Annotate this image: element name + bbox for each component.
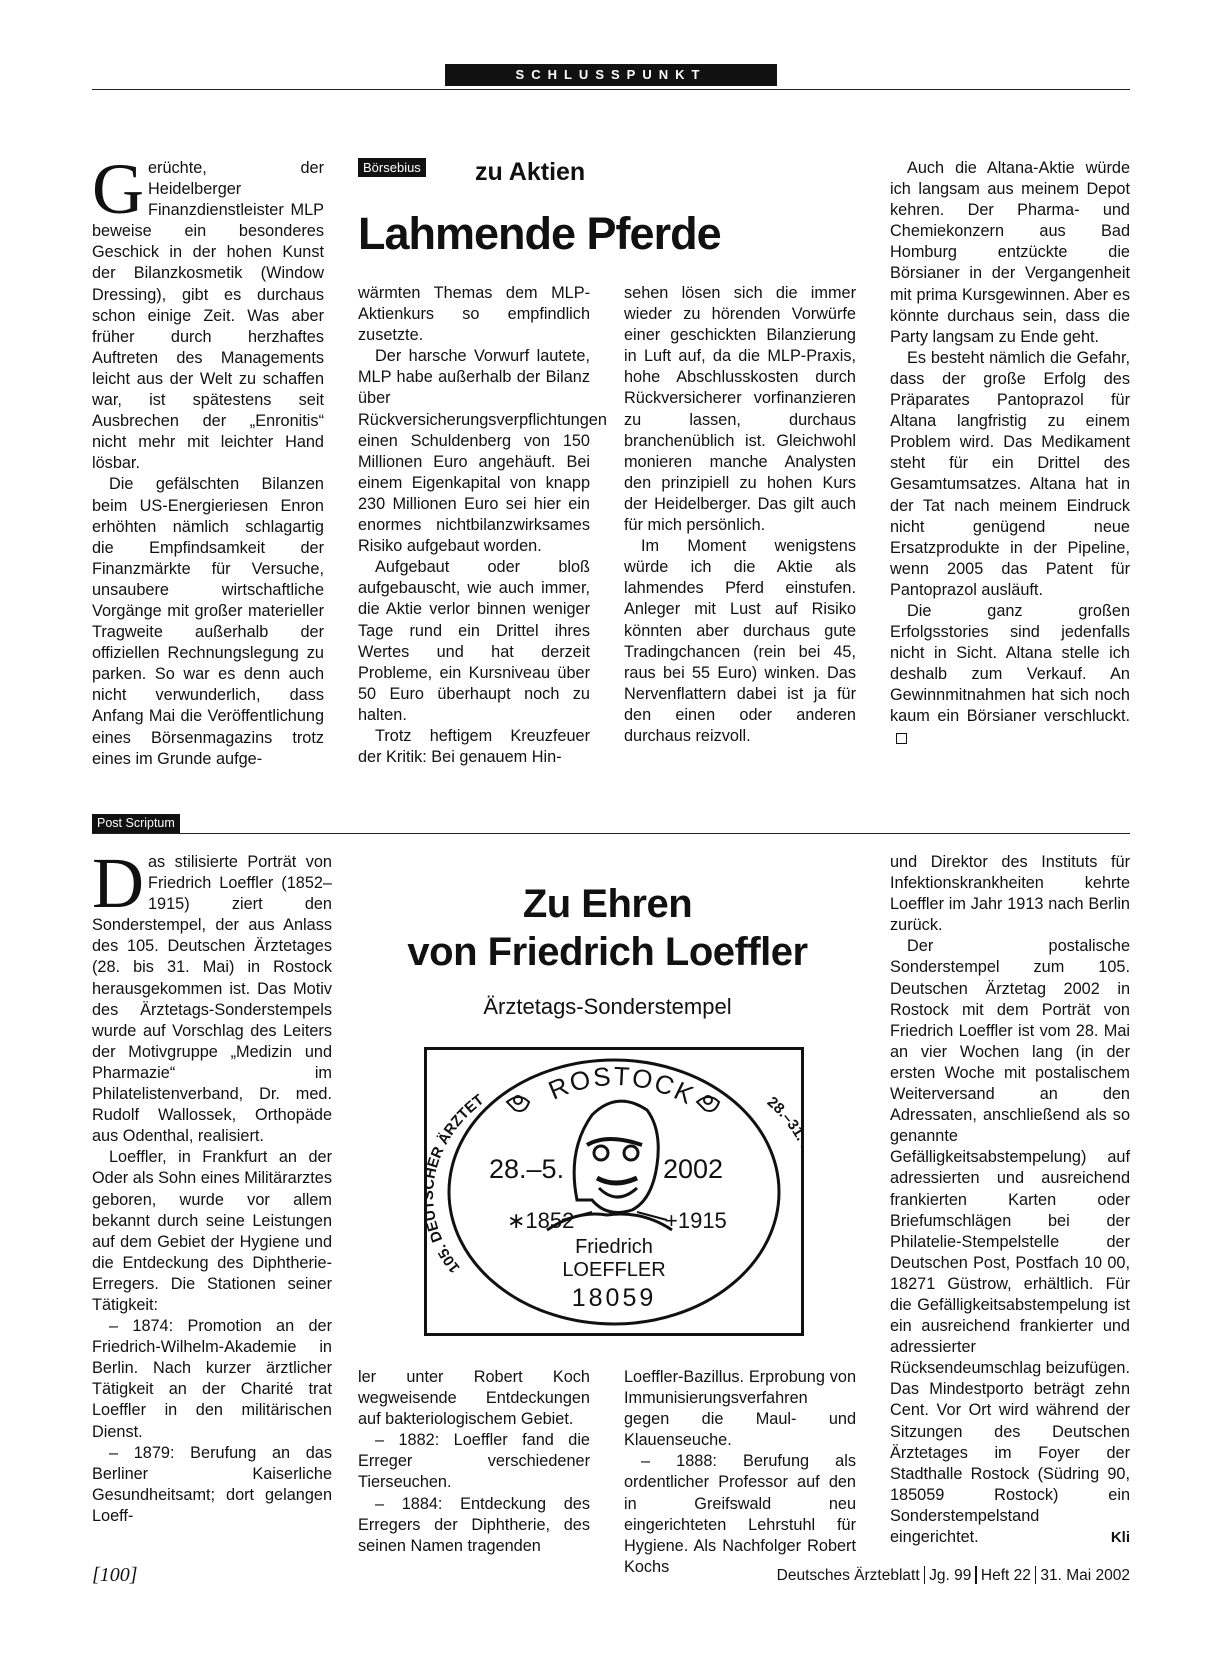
- stamp-left-arc-text: 105. D R ÄRZTET: [427, 1091, 487, 1277]
- paragraph: Es besteht nämlich die Gefahr, dass der große Erfolg des Präparates Pantoprazol für Altana langfristig zu einem Problem wird. Das Medikament steht für ein Drittel des Gesamtumsatzes. Altana hat in der Tat nach meinem Eindruck nicht genügend neue Ersatzprodukte in der Pipeline, wenn 2005 das Patent für Pantoprazol ausläuft.: [890, 348, 1130, 599]
- divider: [924, 1566, 926, 1584]
- paragraph: Im Moment wenigstens würde ich die Aktie als lahmendes Pferd einstufen. Anleger mit Lust auf Risiko könnten aber durchaus gute Tradingchancen (rein bei 45, raus bei 55 Euro) winken. Das Nervenflattern dabei ist ja für den einen oder anderen durchaus reizvoll.: [624, 537, 856, 745]
- paragraph: Der harsche Vorwurf lautete, MLP habe außerhalb der Bilanz über Rückversicherungsverpflichtungen einen Schuldenberg von 150 Millionen Euro angehäuft. Bei einem Eigenkapital von knapp 230 Millionen Euro sei hier ein enormes nichtbilanzwirksames Risiko aufgebaut worden.: [358, 347, 607, 556]
- paragraph: Loeffler, in Frankfurt an der Oder als Sohn eines Militärarztes geboren, wurde vor allem bekannt durch seine Leistungen auf dem Gebiet der Hygiene und die Entdeckung des Diphtherie-Erregers. Die Stationen seiner Tätigkeit:: [92, 1148, 332, 1314]
- article2-column-4: [890, 852, 1130, 1548]
- article-headline: [380, 880, 835, 976]
- svg-text:ROSTOCK: [544, 1061, 700, 1111]
- post-horn-icon: [697, 1096, 719, 1111]
- article-headline: Lahmende Pferde: [358, 208, 721, 259]
- paragraph: Auch die Altana-Aktie würde ich langsam aus meinem Depot kehren. Der Pharma- und Chemiekonzern aus Bad Homburg entzückte die Börsianer in der Vergangenheit mit prima Kursgewinnen. Aber es könnte durchaus sein, dass die Party langsam zu Ende geht.: [890, 159, 1130, 346]
- article1-column-2: [358, 283, 607, 768]
- journal-date: 31. Mai 2002: [1040, 1567, 1130, 1584]
- paragraph: as stilisierte Porträt von Friedrich Loeffler (1852–1915) ziert den Sonderstempel, der aus Anlass des 105. Deutschen Ärztetages (28. bis 31. Mai) in Rostock herausgekommen ist. Das Motiv des Ärztetags-Sonderstempels wurde auf Vorschlag des Leiters der Motivgruppe „Medizin und Pharmazie“ im Philatelistenverband, Dr. med. Rudolf Wallossek, Orthopäde aus Odenthal, realisiert.: [92, 853, 332, 1146]
- paragraph: sehen lösen sich die immer wieder zu hörenden Vorwürfe einer geschickten Bilanzierung in Luft auf, da die MLP-Praxis, hohe Abschlusskosten durch Rückversicherer vorfinanzieren zu lassen, durchaus branchenüblich ist. Gleichwohl monieren manche Analysten den prinzipiell zu hohen Kurs der Heidelberger. Das gilt auch für mich persönlich.: [624, 284, 856, 535]
- article-kicker: Ärztetags-Sonderstempel: [483, 994, 732, 1019]
- stamp-top-text: ROSTOCK: [543, 1060, 701, 1111]
- journal-issue: Heft 22: [980, 1567, 1031, 1584]
- section-label: SCHLUSSPUNKT: [445, 64, 777, 86]
- paragraph: ler unter Robert Koch wegweisende Entdeckungen auf bakteriologischem Gebiet.: [358, 1368, 590, 1429]
- headline-line: von Friedrich Loeffler: [407, 930, 808, 974]
- journal-volume: Jg. 99: [929, 1567, 972, 1584]
- headline-line: Zu Ehren: [522, 882, 693, 926]
- dropcap: G: [92, 149, 144, 229]
- page-number: [100]: [92, 1564, 138, 1586]
- paragraph: Die ganz großen Erfolgsstories sind jedenfalls nicht in Sicht. Altana stelle ich deshalb zum Verkauf. An Gewinnmitnahmen hat sich noch kaum ein Börsianer verschluckt.: [890, 601, 1130, 726]
- end-mark-icon: [896, 733, 907, 744]
- author-signature: Kli: [1110, 1529, 1130, 1546]
- stamp-birth-year: ∗1852: [507, 1208, 575, 1233]
- article1-column-4: [890, 158, 1130, 749]
- section-rule: [92, 833, 1130, 834]
- paragraph: Die gefälschten Bilanzen beim US-Energieriesen Enron erhöhten nämlich schlagartig die Empfindsamkeit der Finanzmärkte für Versuche, unsaubere wirtschaftliche Vorgänge mit großer materieller Tragweite außerhalb der offiziellen Rechnungslegung zu parken. So war es denn auch nicht verwunderlich, dass Anfang Mai die Veröffentlichung eines Börsenmagazins trotz eines im Grunde aufge-: [92, 475, 324, 768]
- paragraph: und Direktor des Instituts für Infektionskrankheiten kehrte Loeffler im Jahr 1913 nach Berlin zurück.: [890, 853, 1130, 935]
- column-badge: Börsebius: [358, 158, 426, 177]
- stamp-date-left: 28.–5.: [489, 1154, 565, 1184]
- stamp-last-name: LOEFFLER: [562, 1259, 666, 1281]
- stamp-date-right: 2002: [663, 1154, 724, 1184]
- article2-column-1: [92, 843, 332, 1527]
- journal-name: Deutsches Ärzteblatt: [776, 1567, 920, 1584]
- article-subhead: zu Aktien: [475, 158, 586, 186]
- list-item: – 1888: Berufung als ordentlicher Professor auf den in Greifswald neu eingerichteten Lehrstuhl für Hygiene. Als Nachfolger Robert Kochs: [624, 1452, 856, 1576]
- special-postmark-image: [424, 1047, 804, 1336]
- footer-citation: [777, 1566, 1130, 1585]
- svg-text:28.–31. MAI 2002: [764, 1094, 801, 1211]
- stamp-postcode: 18059: [571, 1284, 657, 1312]
- paragraph: Aufgebaut oder bloß aufgebauscht, wie auch immer, die Aktie verlor binnen weniger Tage rund ein Drittel ihres Wertes und hat derzeit Probleme, ein Kursniveau über 50 Euro überhaupt noch zu halten.: [358, 558, 590, 724]
- list-item: – 1874: Promotion an der Friedrich-Wilhelm-Akademie in Berlin. Nach kurzer ärztlicher Tätigkeit an der Charité trat Loeffler in den militärischen Dienst.: [92, 1317, 332, 1441]
- article1-column-3: [624, 283, 856, 747]
- stamp-first-name: Friedrich: [575, 1236, 653, 1258]
- section-badge: Post Scriptum: [92, 814, 180, 833]
- paragraph: Der postalische Sonderstempel zum 105. Deutschen Ärztetag 2002 in Rostock mit dem Porträt von Friedrich Loeffler ist vom 28. Mai an vier Wochen lang (in der ersten Woche mit postalischem Weiterversand an den Adressaten, anschließend als so genannte Gefälligkeitsabstempelung) auf adressierten und ausreichend frankierten Karten oder Briefumschlägen bei der Philatelie-Stempelstelle der Deutschen Post, Postfach 10 00, 18271 Güstrow, erhältlich. Für die Gefälligkeitsabstempelung ist ein ausreichend frankierter und adressierter Rücksendeumschlag beizufügen. Das Mindestporto beträgt zehn Cent. Vor Ort wird während der Sitzungen des Deutschen Ärztetages im Foyer der Stadthalle Rostock (Südring 90, 185059 Rostock) ein Sonderstempelstand eingerichtet.: [890, 937, 1130, 1546]
- divider: [1035, 1566, 1037, 1584]
- post-horn-icon: [507, 1096, 529, 1111]
- stamp-right-arc-text: 28.–3: [763, 1093, 801, 1134]
- article1-column-1: [92, 149, 324, 770]
- stamp-death-year: +1915: [665, 1208, 727, 1233]
- list-item: – 1879: Berufung an das Berliner Kaiserliche Gesundheitsamt; dort gelangen Loeff-: [92, 1443, 332, 1525]
- list-item: – 1884: Entdeckung des Erregers der Diphtherie, des seinen Namen tragenden: [358, 1494, 590, 1555]
- list-item: – 1882: Loeffler fand die Erreger verschiedener Tierseuchen.: [358, 1431, 590, 1492]
- paragraph: Loeffler-Bazillus. Erprobung von Immunisierungsverfahren gegen die Maul- und Klauenseuche.: [624, 1368, 856, 1450]
- divider: [975, 1566, 977, 1584]
- article2-column-3: [624, 1367, 856, 1578]
- paragraph: Trotz heftigem Kreuzfeuer der Kritik: Bei genauem Hin-: [358, 726, 590, 767]
- svg-text:105. DEUTSCHER ÄRZTETAG: [427, 1050, 487, 1276]
- article2-column-2: [358, 1367, 590, 1557]
- postmark-stamp: [427, 1050, 801, 1333]
- paragraph: wärmten Themas dem MLP-Aktienkurs so empfindlich zusetzte.: [358, 284, 590, 345]
- dropcap: D: [92, 843, 144, 923]
- paragraph: erüchte, der Heidelberger Finanzdienstleister MLP beweise ein besonderes Geschick in der hohen Kunst der Bilanzkosmetik (Window Dressing), gibt es durchaus schon einige Zeit. Was aber früher durch herzhaftes Auftreten des Managements leicht aus der Welt zu schaffen war, ist spätestens seit Ausbrechen der „Enronitis“ nicht mehr mit leichter Hand lösbar.: [92, 159, 324, 473]
- header-rule: [92, 89, 1130, 90]
